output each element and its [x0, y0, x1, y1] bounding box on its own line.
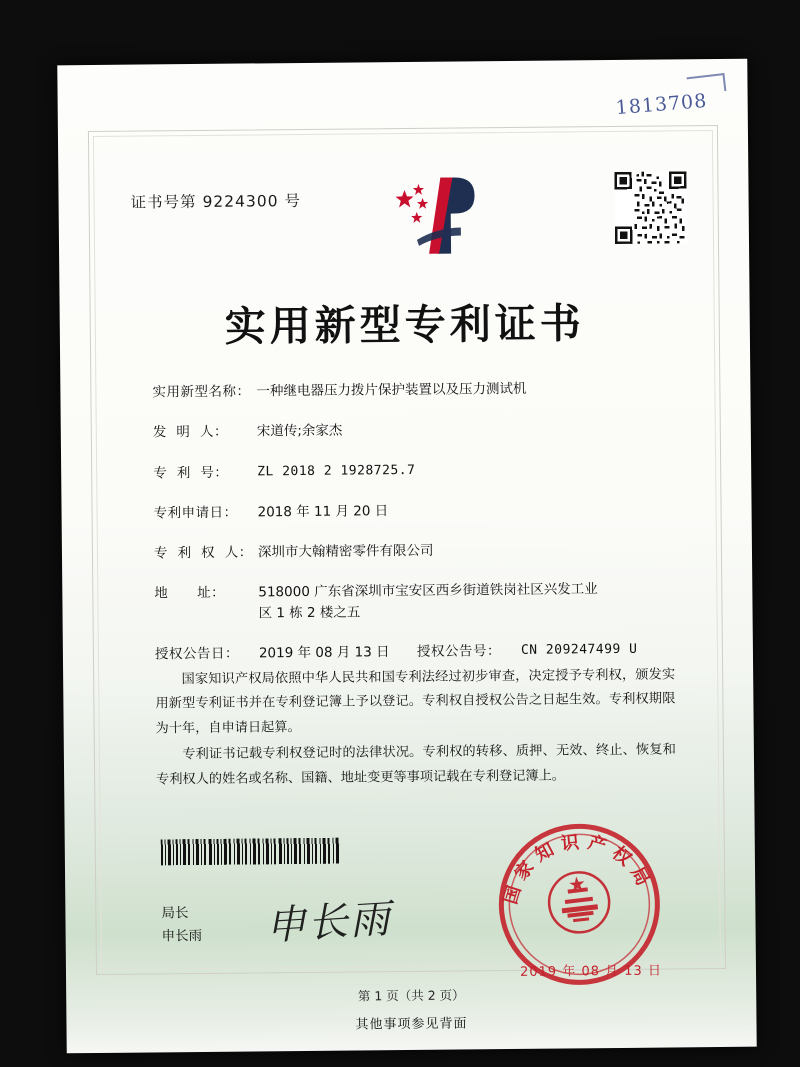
field-value	[258, 579, 674, 623]
field-value: ZL 2018 2 1928725.7	[257, 462, 416, 479]
barcode-icon	[161, 838, 341, 866]
field-label: 实用新型名称：	[152, 383, 251, 401]
svg-text:国家知识产权局: 国家知识产权局	[500, 831, 657, 907]
patent-office-logo-icon	[388, 169, 499, 260]
field-value: 宋道传;余家杰	[256, 422, 343, 440]
field-row-inventor	[153, 418, 673, 443]
legal-text-block	[155, 663, 676, 794]
field-value: CN 209247499 U	[520, 641, 638, 658]
signature-block	[161, 902, 202, 948]
field-value: 2018 年 11 月 20 日	[257, 502, 389, 521]
field-value: 2019 年 08 月 13 日	[258, 643, 390, 662]
field-label: 专 利 号：	[153, 464, 229, 481]
certificate-number: 证书号第 9224300 号	[130, 192, 302, 212]
fields-block	[152, 377, 675, 684]
address-line-2: 区 1 栋 2 楼之五	[258, 603, 361, 621]
page-number: 第 1 页（共 2 页）	[357, 987, 465, 1004]
field-row-address	[154, 579, 674, 624]
field-label: 授权公告日：	[154, 645, 240, 663]
field-value: 一种继电器压力拨片保护装置以及压力测试机	[256, 380, 527, 400]
handwritten-signature: 申长雨	[264, 895, 394, 950]
grant-date-segment	[155, 642, 417, 665]
director-name: 申长雨	[161, 927, 203, 945]
field-label: 发 明 人：	[152, 423, 229, 441]
legal-paragraph-2: 专利证书记载专利权登记时的法律状况。专利权的转移、质押、无效、终止、恢复和专利权人的姓名或名称、国籍、地址变更等事项记载在专利登记簿上。	[156, 742, 676, 788]
grant-publication-segment	[417, 640, 638, 662]
field-row-patent-number	[153, 458, 673, 483]
field-label: 授权公告号：	[416, 642, 501, 660]
field-row-grant	[155, 639, 675, 664]
certificate-sheet	[57, 59, 756, 1054]
field-value: 深圳市大翰精密零件有限公司	[257, 542, 434, 561]
field-label: 专利申请日：	[153, 504, 238, 522]
seal-date: 2019 年 08 月 13 日	[520, 963, 662, 980]
handwritten-number: 1813708	[615, 89, 709, 120]
field-row-application-date	[153, 498, 673, 523]
field-label: 地 址：	[154, 584, 226, 602]
director-label: 局长	[161, 905, 189, 922]
back-side-note: 其他事项参见背面	[355, 1016, 468, 1033]
field-row-name	[152, 377, 672, 402]
field-row-patentee	[154, 538, 674, 563]
qr-code-icon	[614, 171, 687, 244]
field-label: 专 利 权 人：	[153, 544, 253, 562]
document-title: 实用新型专利证书	[224, 299, 586, 351]
address-line-1: 518000 广东省深圳市宝安区西乡街道铁岗社区兴发工业	[258, 581, 598, 601]
legal-paragraph-1: 国家知识产权局依照中华人民共和国专利法经过初步审查，决定授予专利权，颁发实用新型专利证书并在专利登记簿上予以登记。专利权自授权公告之日起生效。专利权期限为十年，自申请日起算。	[155, 667, 676, 737]
